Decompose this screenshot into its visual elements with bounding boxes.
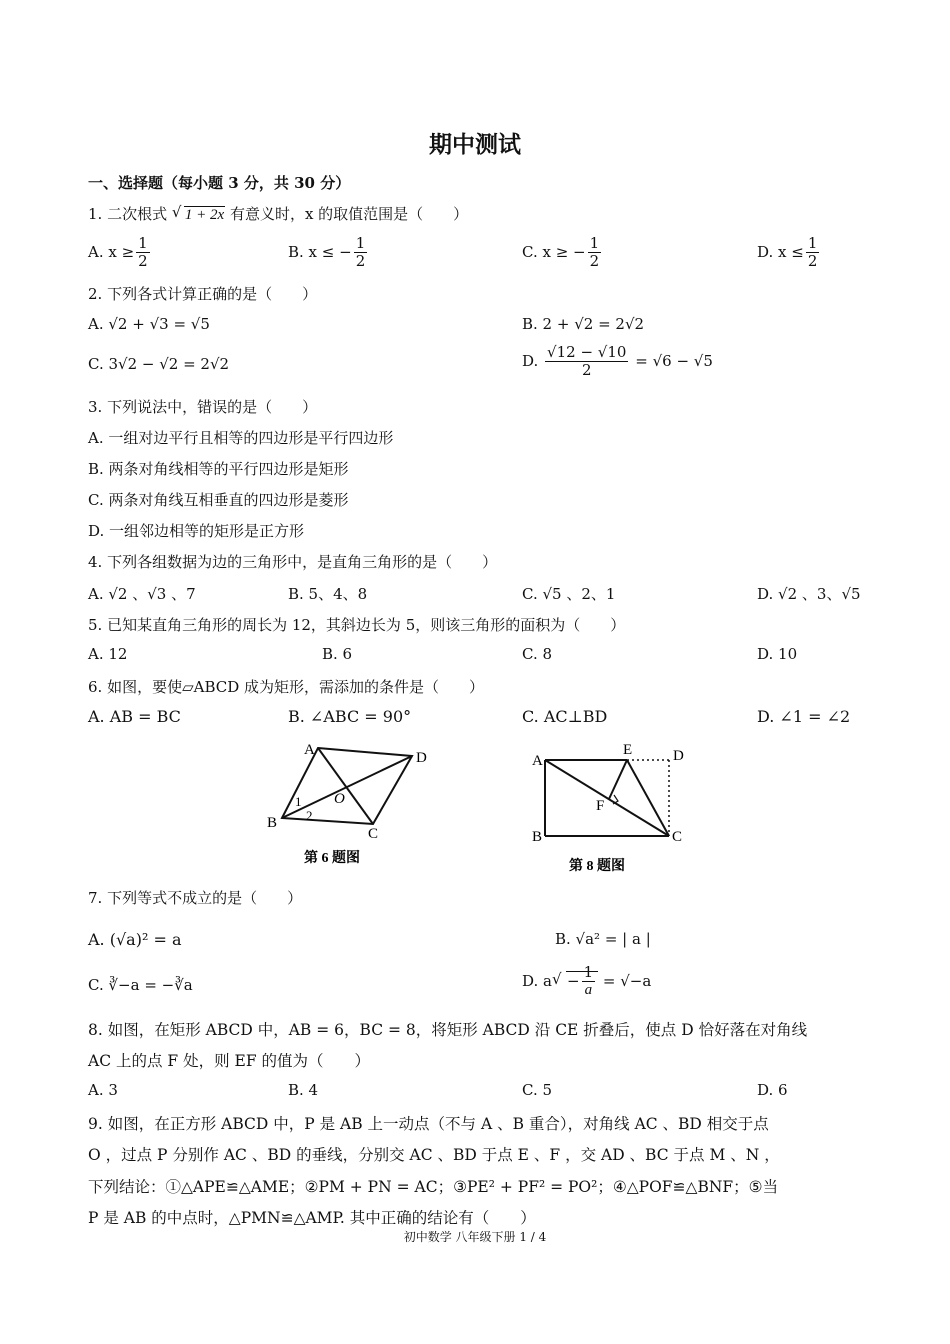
fig6-label-c: C [368, 826, 379, 842]
q7-option-b: B. √a² = | a | [555, 930, 651, 948]
q5-option-b: B. 6 [322, 645, 353, 663]
q1-d-num: 1 [807, 234, 818, 252]
fig6-label-o: O [334, 791, 345, 807]
page-title: 期中测试 [429, 131, 521, 158]
fig8-label-d: D [673, 748, 684, 764]
q7-option-a: A. (√a)² = a [88, 930, 182, 949]
question-2-stem: 2. 下列各式计算正确的是（ ） [88, 285, 318, 303]
q8-option-a: A. 3 [88, 1081, 118, 1099]
fig8-label-e: E [623, 742, 633, 758]
fig6-angle-2: 2 [306, 808, 313, 823]
q1-a-num: 1 [138, 234, 148, 252]
q6-option-b: B. ∠ABC = 90° [288, 707, 412, 726]
question-9-line-4: P 是 AB 的中点时，△PMN≌△AMP. 其中正确的结论有（ ） [88, 1209, 536, 1227]
q7-option-c: C. ∛−a = −∛a [88, 976, 193, 994]
fig8-caption: 第 8 题图 [569, 859, 625, 874]
q8-option-d: D. 6 [757, 1081, 788, 1099]
q1-d-den: 2 [807, 252, 818, 271]
q3-option-b: B. 两条对角线相等的平行四边形是矩形 [88, 460, 349, 478]
q6-option-c: C. AC⊥BD [522, 707, 608, 726]
fig6-label-b: B [267, 815, 278, 831]
q2-option-c: C. 3√2 − √2 = 2√2 [88, 355, 230, 373]
fig8-label-a: A [532, 753, 543, 769]
fig6-diagonal-bd [282, 756, 412, 818]
page-footer: 初中数学 八年级下册 1 / 4 [403, 1230, 547, 1244]
fig8-label-b: B [532, 829, 543, 845]
q5-option-a: A. 12 [88, 645, 128, 663]
fig8-segment-ef [609, 760, 627, 799]
q4-option-d: D. √2 、3、√5 [757, 585, 861, 603]
q2-d-label: D. [522, 351, 539, 370]
q7-option-d [522, 964, 651, 1000]
q7-d-post: = √−a [602, 971, 652, 990]
q8-option-b: B. 4 [288, 1081, 319, 1099]
q2-d-den: 2 [581, 361, 592, 380]
question-9-line-3: 下列结论：①△APE≌△AME；②PM + PN = AC；③PE² + PF² = PO²；④△POF≌△BNF；⑤当 [88, 1178, 779, 1196]
fig6-caption: 第 6 题图 [304, 851, 360, 866]
section-heading: 一、选择题（每小题 3 分，共 30 分） [88, 174, 351, 192]
q4-option-c: C. √5 、2、1 [522, 585, 616, 603]
q1-pre: 1. 二次根式 [88, 205, 168, 223]
q1-radicand: 1 + 2x [184, 207, 225, 223]
q1-option-a [88, 235, 152, 271]
q2-d-rest: = √6 − √5 [635, 351, 713, 370]
q7-d-pre: D. a [522, 971, 552, 990]
fig6-angle-1: 1 [295, 794, 302, 809]
q8-option-c: C. 5 [522, 1081, 553, 1099]
q6-option-a: A. AB = BC [88, 707, 181, 726]
question-9-line-1: 9. 如图，在正方形 ABCD 中，P 是 AB 上一动点（不与 A 、B 重合），对角线 AC 、BD 相交于点 [88, 1115, 769, 1133]
question-1-stem [88, 203, 468, 224]
q1-b-den: 2 [355, 252, 366, 271]
q1-option-c [522, 235, 603, 271]
q4-option-b: B. 5、4、8 [288, 585, 368, 603]
q1-b-text: B. x ≤ − [288, 242, 352, 261]
q1-c-text: C. x ≥ − [522, 242, 586, 261]
q7-d-den: a [584, 982, 593, 999]
question-5-stem: 5. 已知某直角三角形的周长为 12，其斜边长为 5，则该三角形的面积为（ ） [88, 616, 626, 634]
figure-8 [527, 738, 702, 878]
q3-option-a: A. 一组对边平行且相等的四边形是平行四边形 [88, 429, 394, 447]
fig8-label-f: F [596, 798, 605, 814]
q5-option-c: C. 8 [522, 645, 553, 663]
q1-post: 有意义时，x 的取值范围是（ ） [229, 205, 469, 223]
fig6-label-d: D [416, 750, 427, 766]
fig8-label-c: C [672, 829, 683, 845]
q1-d-text: D. x ≤ [757, 242, 804, 261]
fig6-diagonal-ac [318, 748, 373, 824]
question-9-line-2: O ，过点 P 分别作 AC 、BD 的垂线，分别交 AC 、BD 于点 E 、F ，交 AD 、BC 于点 M 、N ， [88, 1146, 780, 1164]
q1-radical: √ 1 + 2x [171, 203, 225, 223]
question-7-stem: 7. 下列等式不成立的是（ ） [88, 889, 303, 907]
q1-a-den: 2 [138, 252, 148, 271]
question-6-stem: 6. 如图，要使▱ABCD 成为矩形，需添加的条件是（ ） [88, 678, 485, 696]
q6-option-d: D. ∠1 = ∠2 [757, 707, 851, 726]
q7-d-num: 1 [583, 963, 594, 981]
q1-option-d [757, 235, 821, 271]
question-3-stem: 3. 下列说法中，错误的是（ ） [88, 398, 318, 416]
q3-option-d: D. 一组邻边相等的矩形是正方形 [88, 522, 305, 540]
question-4-stem: 4. 下列各组数据为边的三角形中，是直角三角形的是（ ） [88, 553, 498, 571]
q3-option-c: C. 两条对角线互相垂直的四边形是菱形 [88, 491, 349, 509]
q1-a-text: A. x ≥ [88, 242, 135, 261]
q5-option-d: D. 10 [757, 645, 798, 663]
fig8-fold-ce [627, 760, 669, 836]
q1-option-b [288, 235, 369, 271]
q2-option-a: A. √2 + √3 = √5 [88, 315, 210, 333]
fig6-label-a: A [304, 742, 315, 758]
q4-option-a: A. √2 、√3 、7 [88, 585, 196, 603]
q2-option-b: B. 2 + √2 = 2√2 [522, 315, 645, 333]
q1-b-num: 1 [355, 234, 366, 252]
q7-d-radical: √ − $\frac{1}{a}$ [552, 964, 598, 1000]
figure-6 [262, 738, 442, 873]
question-8-line-1: 8. 如图，在矩形 ABCD 中，AB = 6，BC = 8，将矩形 ABCD 沿 CE 折叠后，使点 D 恰好落在对角线 [88, 1021, 808, 1039]
fig8-diagonal-ac [545, 760, 669, 836]
q2-d-num: √12 − √10 [547, 343, 627, 361]
q1-c-num: 1 [589, 234, 600, 252]
q1-c-den: 2 [589, 252, 600, 271]
q2-option-d [522, 344, 713, 380]
question-8-line-2: AC 上的点 F 处，则 EF 的值为（ ） [88, 1052, 371, 1070]
